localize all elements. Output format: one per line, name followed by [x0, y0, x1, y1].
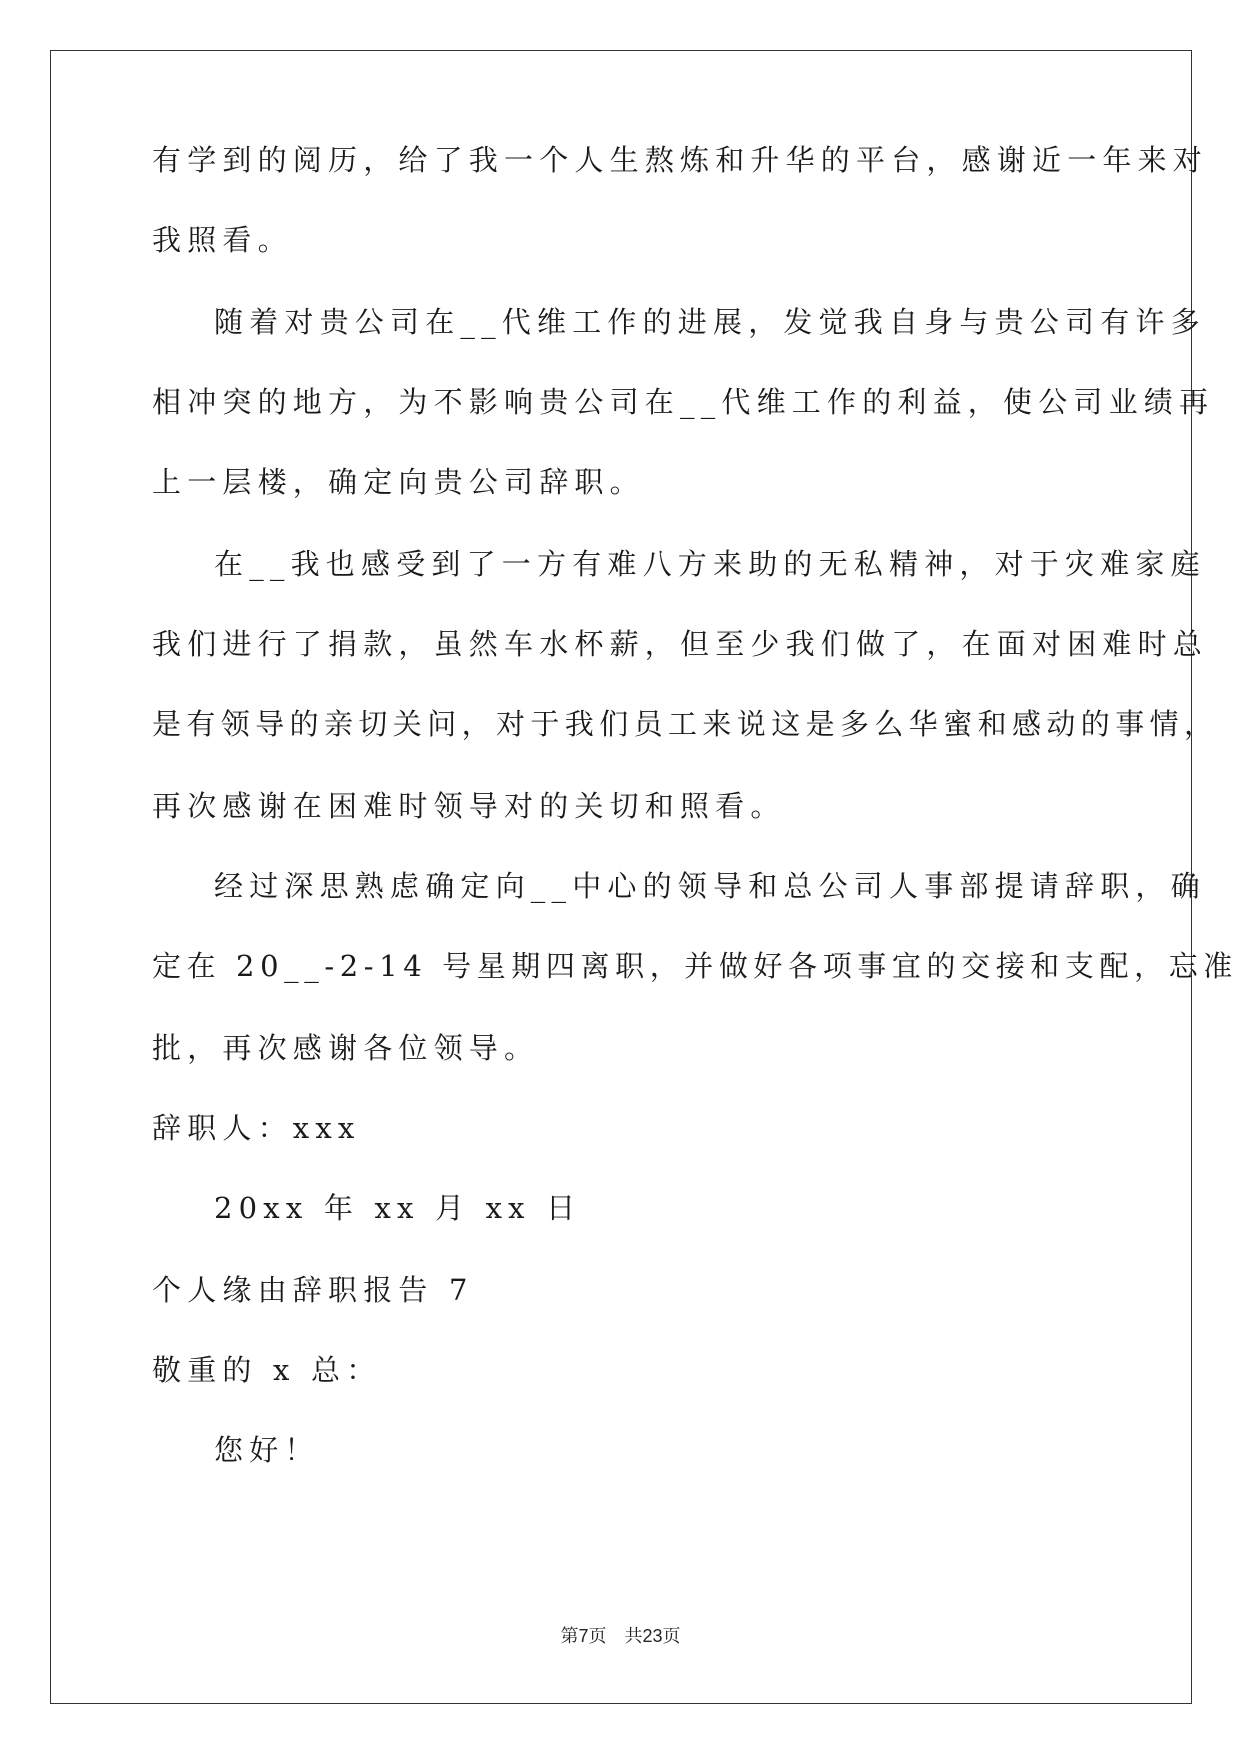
text-line: 相冲突的地方，为不影响贵公司在__代维工作的利益，使公司业绩再	[152, 385, 1215, 419]
signer-line: 辞职人：xxx	[152, 1111, 361, 1145]
text-line: 我照看。	[152, 223, 293, 257]
text-line: 批，再次感谢各位领导。	[152, 1031, 540, 1065]
text-line: 有学到的阅历，给了我一个人生熬炼和升华的平台，感谢近一年来对	[152, 143, 1209, 177]
text-line: 我们进行了捐款，虽然车水杯薪，但至少我们做了，在面对困难时总	[152, 627, 1209, 661]
date-line: 20xx 年 xx 月 xx 日	[214, 1191, 582, 1225]
text-line: 定在 20__-2-14 号星期四离职，并做好各项事宜的交接和支配，忘准	[152, 949, 1238, 983]
paragraph-start-line: 在__我也感受到了一方有难八方来助的无私精神，对于灾难家庭	[214, 547, 1206, 581]
current-page-number: 7	[578, 1626, 589, 1646]
text-line: 是有领导的亲切关问，对于我们员工来说这是多么华蜜和感动的事情，	[152, 707, 1219, 741]
paragraph-start-line: 随着对贵公司在__代维工作的进展，发觉我自身与贵公司有许多	[214, 305, 1206, 339]
page-footer	[0, 1622, 1241, 1648]
greeting-line: 您好！	[214, 1433, 320, 1467]
footer-suffix: 页	[662, 1626, 681, 1647]
text-line: 再次感谢在困难时领导对的关切和照看。	[152, 789, 786, 823]
total-page-number: 23	[642, 1626, 663, 1646]
section-title: 个人缘由辞职报告 7	[152, 1273, 474, 1307]
paragraph-start-line: 经过深思熟虑确定向__中心的领导和总公司人事部提请辞职，确	[214, 869, 1206, 903]
footer-mid: 页 共	[588, 1626, 643, 1647]
footer-prefix: 第	[560, 1626, 579, 1647]
text-line: 上一层楼，确定向贵公司辞职。	[152, 465, 645, 499]
salutation-line: 敬重的 x 总：	[152, 1353, 382, 1387]
